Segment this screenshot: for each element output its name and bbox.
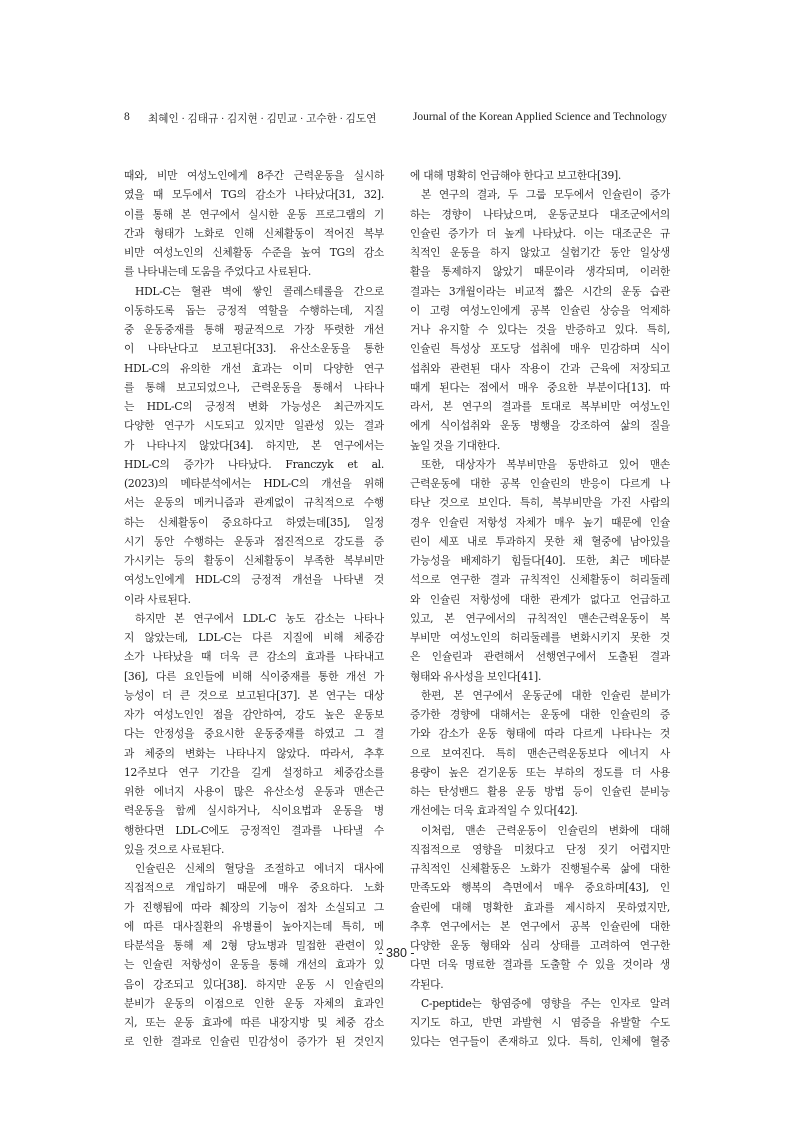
text-line: 에 대해 명확히 언급해야 한다고 보고한다[39].: [410, 169, 622, 182]
text-line: 다면 더욱 명료한 결과를 도출할 수 있을 것이라 생: [410, 958, 670, 972]
text-line: 증가한 경향에 대해서는 운동에 대한 인슐린의 증: [410, 708, 670, 721]
text-line: 12주보다 연구 기간을 길게 설정하고 체중감소를: [124, 765, 384, 779]
text-line: 부비만 여성노인의 허리둘레를 변화시키지 못한 것: [410, 631, 670, 644]
header-authors: 최혜인 · 김태규 · 김지현 · 김민교 · 고수한 · 김도연: [148, 114, 377, 125]
text-line: 슐린에 대해 명확한 효과를 제시하지 못하였지만,: [410, 900, 670, 914]
text-line: 지, 또는 운동 효과에 따른 내장지방 및 체중 감소: [124, 1016, 384, 1029]
page-footer-number: - 380 -: [378, 946, 415, 960]
text-line: 때와, 비만 여성노인에게 8주간 근력운동을 실시하: [124, 169, 384, 182]
text-line: HDL-C의 증가가 나타났다. Franczyk et al.: [124, 457, 384, 471]
text-line: 거나 유지할 수 있다는 것을 반증하고 있다. 특히,: [410, 323, 670, 336]
text-line: 하는 탄성밴드 활용 운동 방법 등이 인슐린 분비능: [410, 785, 670, 798]
text-line: 타난 것으로 보인다. 특히, 복부비만을 가진 사람의: [410, 496, 670, 510]
text-line: 근력운동에 대한 공복 인슐린의 반응이 다르게 나: [410, 477, 670, 490]
text-line: 섭취와 관련된 대사 작용이 간과 근육에 저장되고: [410, 361, 670, 375]
text-line: 를 통해 보고되었으나, 근력운동을 통해서 나타나: [124, 380, 384, 394]
text-line: 가와 감소가 운동 형태에 따라 다르게 나타나는 것: [410, 727, 670, 741]
text-line: 결과는 3개월이라는 비교적 짧은 시간의 운동 습관: [410, 284, 670, 298]
text-line: 높일 것을 기대한다.: [410, 438, 501, 452]
text-line: 석으로 연구한 결과 규칙적인 신체활동이 허리둘레: [410, 573, 670, 587]
text-line: 타분석을 통해 제 2형 당뇨병과 밀접한 관련이 있: [124, 939, 384, 952]
text-line: 여성노인에게 HDL-C의 긍정적 개선을 나타낸 것: [124, 573, 384, 587]
text-line: 다양한 연구가 시도되고 있지만 일관성 있는 결과: [124, 419, 384, 433]
text-line: 칙적인 운동을 하지 않았고 실험기간 동안 일상생: [410, 246, 670, 259]
text-line: 지 않았는데, LDL-C는 다른 지질에 비해 체중감: [124, 631, 384, 644]
text-line: 있다는 연구들이 존재하고 있다. 특히, 인체에 혈중: [410, 1035, 670, 1049]
header-journal-title: Journal of the Korean Applied Science and Technology: [412, 111, 667, 123]
text-line: 이 나타난다고 보고된다[33]. 유산소운동을 통한: [124, 342, 384, 356]
text-line: 지기도 하고, 반면 과발현 시 염증을 유발할 수도: [410, 1016, 670, 1029]
text-line: 자가 여성노인인 점을 감안하여, 강도 높은 운동보: [124, 708, 384, 721]
text-line: 다는 안정성을 중요시한 운동중재를 하였고 그 결: [124, 727, 384, 741]
text-line: 직접적으로 개입하기 때문에 매우 중요하다. 노화: [124, 881, 384, 895]
text-line: 간과 형태가 노화로 인해 신체활동이 적어진 복부: [124, 226, 384, 240]
running-header: [124, 111, 667, 127]
text-line: 개선에는 더욱 효과적일 수 있다[42].: [410, 804, 578, 818]
text-line: 였을 때 모두에서 TG의 감소가 나타났다[31, 32].: [124, 188, 384, 202]
text-line: 하지만 본 연구에서 LDL-C 농도 감소는 나타나: [135, 611, 384, 625]
text-line: 이를 통해 본 연구에서 실시한 운동 프로그램의 기: [124, 207, 384, 221]
text-line: 에게 식이섭취와 운동 병행을 강조하여 삶의 질을: [410, 419, 670, 433]
text-line: 를 나타내는데 도움을 주었다고 사료된다.: [124, 265, 311, 279]
text-line: 에 따른 대사질환의 유병률이 높아지는데 특히, 메: [124, 919, 384, 933]
text-line: 규칙적인 신체활동은 노화가 진행될수록 삶에 대한: [410, 862, 670, 875]
text-line: HDL-C의 유의한 개선 효과는 이미 다양한 연구: [124, 361, 384, 375]
text-line: 인슐린 증가가 더 높게 나타났다. 이는 대조군은 규: [410, 226, 670, 240]
header-page-number: 8: [124, 111, 130, 123]
text-line: 가시키는 등의 활동이 신체활동이 부족한 복부비만: [124, 554, 384, 567]
text-line: 직접적으로 영향을 미쳤다고 단정 짓기 어렵지만: [410, 842, 670, 856]
text-line: 위한 에너지 사용이 많은 유산소성 운동과 맨손근: [124, 785, 384, 798]
text-line: 만족도와 행복의 측면에서 매우 중요하며[43], 인: [410, 881, 670, 895]
text-line: 과 체중의 변화는 나타나지 않았다. 따라서, 추후: [124, 746, 384, 760]
text-line: [36], 다른 요인들에 비해 식이중재를 통한 개선 가: [124, 669, 384, 683]
text-line: HDL-C는 혈관 벽에 쌓인 콜레스테롤을 간으로: [135, 284, 384, 298]
text-line: 추후 연구에서는 본 연구에서 공복 인슐린에 대한: [410, 919, 670, 933]
text-line: 용량이 높은 걷기운동 또는 부하의 정도를 더 사용: [410, 765, 670, 779]
text-line: 본 연구의 결과, 두 그룹 모두에서 인슐린이 증가: [421, 188, 670, 202]
text-line: 력운동을 함께 실시하거나, 식이요법과 운동을 병: [124, 804, 384, 818]
text-line: 와 인슐린 저항성에 대한 관계가 없다고 언급하고: [410, 592, 670, 606]
text-line: 이 고령 여성노인에게 공복 인슐린 상승을 억제하: [410, 303, 670, 317]
text-line: 이동하도록 돕는 긍정적 역할을 수행하는데, 지질: [124, 303, 384, 317]
text-line: 가 진행됨에 따라 췌장의 기능이 점차 소실되고 그: [124, 900, 384, 914]
text-line: 소가 나타났을 때 더욱 큰 감소의 효과를 나타내고: [124, 650, 384, 664]
text-line: 가 나타나지 않았다[34]. 하지만, 본 연구에서는: [124, 438, 384, 452]
text-line: 린이 세포 내로 투과하지 못한 채 혈중에 남아있을: [410, 534, 670, 548]
text-line: 음이 강조되고 있다[38]. 하지만 운동 시 인슐린의: [124, 977, 384, 991]
text-line: 하는 경향이 나타났으며, 운동군보다 대조군에서의: [410, 207, 670, 221]
text-line: 비만 여성노인의 신체활동 수준을 높여 TG의 감소: [124, 246, 384, 259]
text-line: 은 인슐린과 관련해서 선행연구에서 도출된 결과: [410, 650, 670, 664]
text-line: 인슐린 특성상 포도당 섭취에 매우 민감하며 식이: [410, 342, 670, 356]
text-line: 이처럼, 맨손 근력운동이 인슐린의 변화에 대해: [421, 823, 670, 837]
text-line: 때게 된다는 점에서 매우 중요한 부분이다[13]. 따: [410, 380, 670, 394]
text-line: 있고, 본 연구에서의 규칙적인 맨손근력운동이 복: [410, 611, 670, 625]
text-line: 분비가 운동의 이점으로 인한 운동 자체의 효과인: [124, 996, 384, 1010]
text-line: 는 인슐린 저항성이 운동을 통해 개선의 효과가 있: [124, 958, 384, 972]
text-line: 가능성을 배제하기 힘들다[40]. 또한, 최근 메타분: [410, 554, 670, 567]
text-line: 하는 신체활동이 중요하다고 하였는데[35], 일정: [124, 515, 384, 529]
right-text-column: [410, 166, 670, 1052]
text-line: 시기 동안 수행하는 운동과 점진적으로 강도를 증: [124, 534, 384, 548]
text-line: 능성이 더 큰 것으로 보고된다[37]. 본 연구는 대상: [124, 688, 384, 702]
text-line: 중 운동중재를 통해 평균적으로 가장 뚜렷한 개선: [124, 323, 384, 336]
text-line: 형태와 유사성을 보인다[41].: [410, 669, 542, 683]
text-line: 로 인한 결과로 인슐린 민감성이 증가가 된 것인지: [124, 1035, 384, 1049]
text-line: 인슐린은 신체의 혈당을 조절하고 에너지 대사에: [135, 862, 384, 875]
text-line: 라서, 본 연구의 결과를 토대로 복부비만 여성노인: [410, 400, 670, 413]
text-line: 행한다면 LDL-C에도 긍정적인 결과를 나타낼 수: [124, 823, 384, 837]
text-line: 는 HDL-C의 긍정적 변화 가능성은 최근까지도: [124, 400, 384, 413]
text-line: 활을 통제하지 않았기 때문이라 생각되며, 이러한: [410, 265, 670, 279]
text-line: 으로 보여진다. 특히 맨손근력운동보다 에너지 사: [410, 746, 670, 760]
text-line: 서는 운동의 메커니즘과 관계없이 규칙적으로 수행: [124, 496, 384, 510]
text-line: (2023)의 메타분석에서는 HDL-C의 개선을 위해: [124, 477, 384, 490]
left-text-column: [124, 166, 384, 1052]
text-line: 경우 인슐린 저항성 자체가 매우 높기 때문에 인슐: [410, 515, 670, 529]
text-line: 또한, 대상자가 복부비만을 동반하고 있어 맨손: [421, 457, 670, 471]
text-line: 각된다.: [410, 977, 444, 991]
text-line: C-peptide는 항염증에 영향을 주는 인자로 알려: [421, 996, 670, 1010]
text-line: 다양한 운동 형태와 심리 상태를 고려하여 연구한: [410, 939, 670, 952]
text-line: 있을 것으로 사료된다.: [124, 842, 225, 856]
text-line: 이라 사료된다.: [124, 592, 191, 606]
text-line: 한편, 본 연구에서 운동군에 대한 인슐린 분비가: [421, 688, 670, 702]
